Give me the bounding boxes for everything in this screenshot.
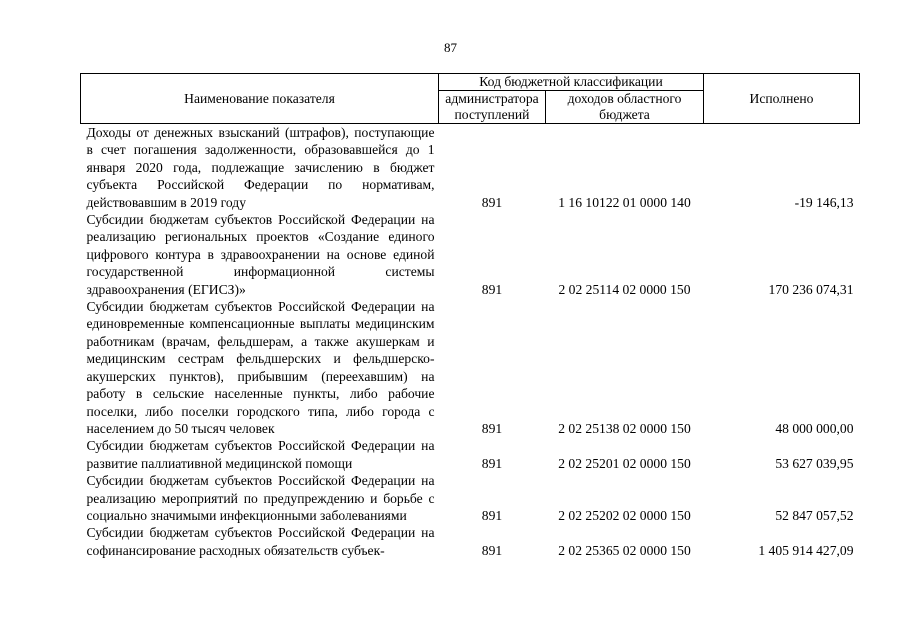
row-amount: 170 236 074,31 (768, 281, 854, 297)
row-amount: 48 000 000,00 (775, 420, 854, 436)
row-name: Субсидии бюджетам субъектов Российской Федерации на развитие паллиативной медицинской помощи (86, 438, 435, 471)
row-name: Субсидии бюджетам субъектов Российской Федерации на софинансирование расходных обязательств субъек- (86, 525, 435, 558)
row-income-code: 1 16 10122 01 0000 140 (558, 194, 691, 210)
row-admin-code: 891 (481, 542, 503, 558)
header-code-group: Код бюджетной классификации (439, 74, 704, 91)
row-name: Субсидии бюджетам субъектов Российской Федерации на реализацию региональных проектов «Создание единого цифрового контура в здравоохранении на основе единой государственной информационной системы здравоохранения (ЕГИСЗ)» (86, 212, 435, 297)
table-row (81, 124, 860, 212)
table-row (81, 211, 860, 298)
budget-table (80, 73, 860, 559)
header-admin: администратора поступлений (439, 91, 546, 124)
row-name: Субсидии бюджетам субъектов Российской Федерации на реализацию мероприятий по предупреждению и борьбе с социально значимыми инфекционными заболеваниями (86, 473, 435, 523)
row-admin-code: 891 (481, 420, 503, 436)
row-name: Доходы от денежных взысканий (штрафов), поступающие в счет погашения задолженности, образовавшейся до 1 января 2020 года, подлежащие зачислению в бюджет субъекта Российской Федерации по нормативам, действовавшим в 2019 году (86, 125, 435, 210)
table-row (81, 437, 860, 472)
row-admin-code: 891 (481, 455, 503, 471)
row-income-code: 2 02 25202 02 0000 150 (558, 507, 691, 523)
row-income-code: 2 02 25365 02 0000 150 (558, 542, 691, 558)
header-name: Наименование показателя (81, 74, 439, 124)
table-row (81, 524, 860, 559)
row-amount: 52 847 057,52 (775, 507, 854, 523)
table-body (81, 124, 860, 560)
row-admin-code: 891 (481, 194, 503, 210)
table-row (81, 298, 860, 437)
header-income: доходов областного бюджета (546, 91, 704, 124)
table-row (81, 472, 860, 524)
page-number: 87 (444, 40, 457, 55)
row-income-code: 2 02 25138 02 0000 150 (558, 420, 691, 436)
row-income-code: 2 02 25201 02 0000 150 (558, 455, 691, 471)
row-name: Субсидии бюджетам субъектов Российской Федерации на единовременные компенсационные выплаты медицинским работникам (врачам, фельдшерам, а также акушеркам и медицинским сестрам фельдшерских и фельдшерско-акушерских пунктов), прибывшим (переехавшим) на работу в сельские населенные пункты, либо рабочие поселки, либо поселки городского типа, либо города с населением до 50 тысяч человек (86, 299, 435, 436)
row-income-code: 2 02 25114 02 0000 150 (558, 281, 691, 297)
row-admin-code: 891 (481, 507, 503, 523)
row-amount: 1 405 914 427,09 (758, 542, 854, 558)
row-amount: -19 146,13 (794, 194, 854, 210)
header-executed: Исполнено (704, 74, 860, 124)
row-admin-code: 891 (481, 281, 503, 297)
row-amount: 53 627 039,95 (775, 455, 854, 471)
table-header (81, 74, 860, 124)
